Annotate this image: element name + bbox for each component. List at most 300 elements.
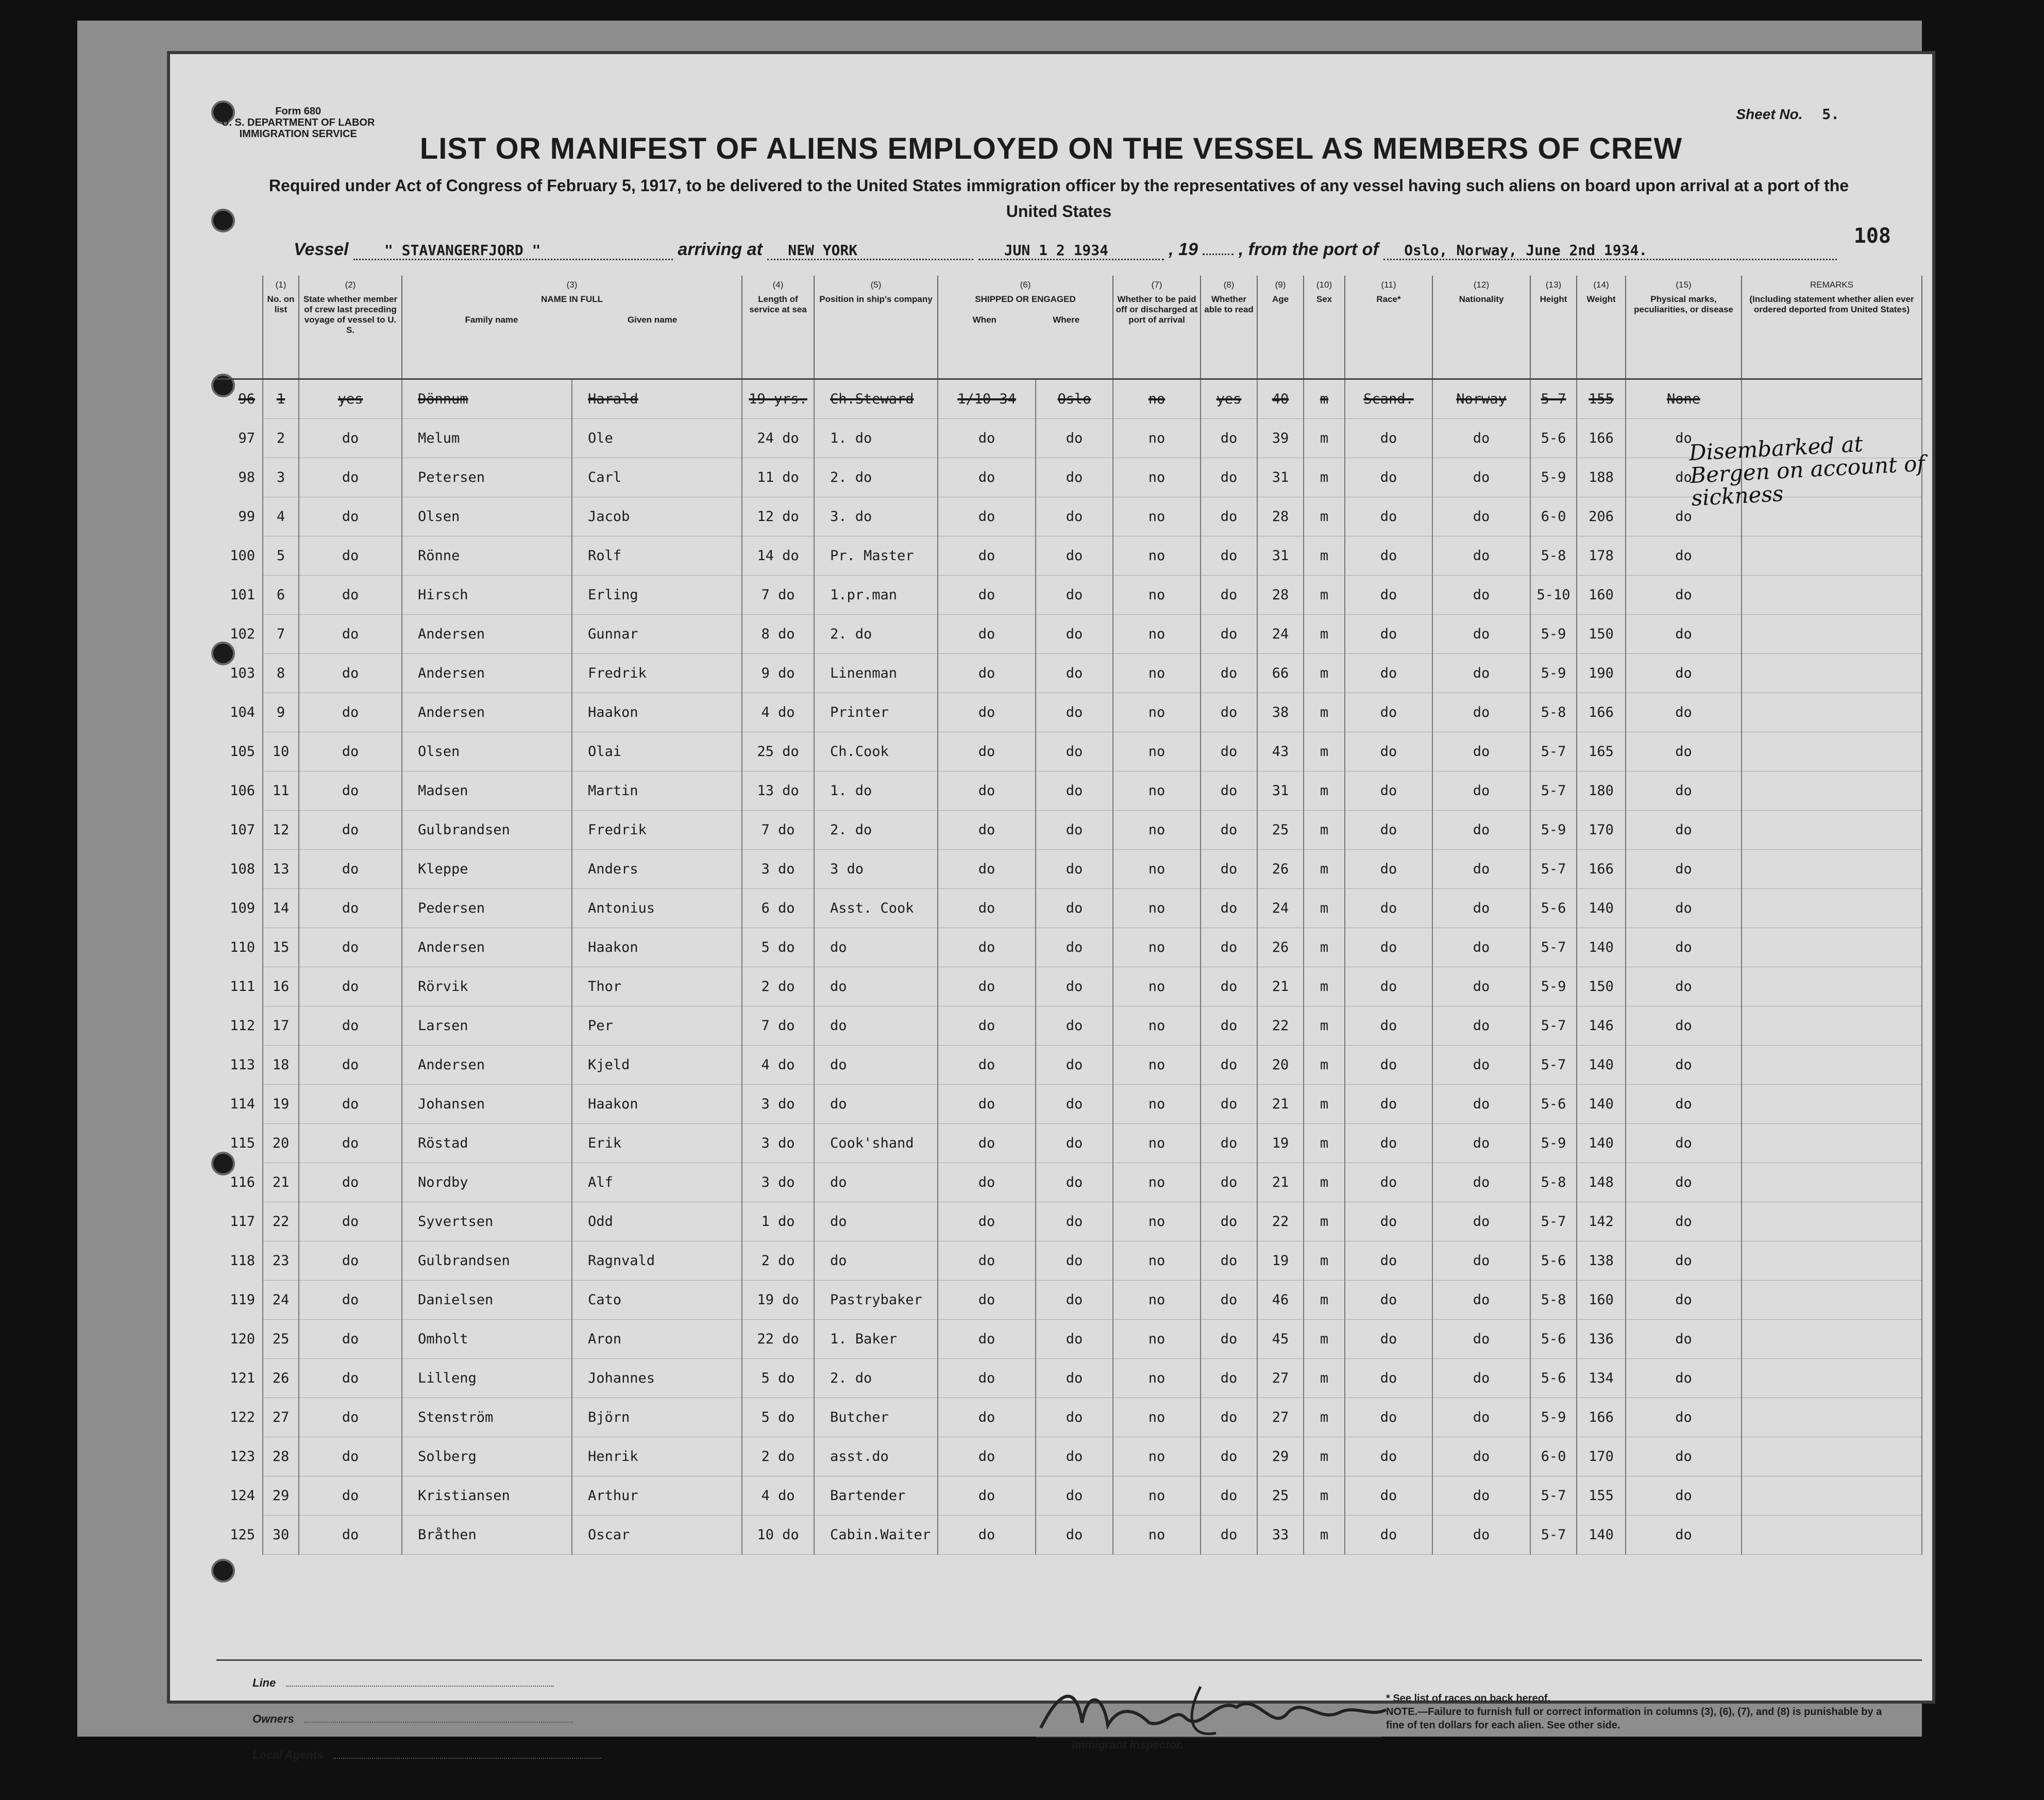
row-number-cell: 28: [263, 1437, 299, 1476]
physical-marks-cell: do: [1626, 732, 1742, 771]
weight-cell: 166: [1577, 849, 1626, 888]
agents-field: Local Agents: [252, 1748, 601, 1762]
previous-voyage-cell: do: [299, 536, 402, 575]
previous-voyage-cell: do: [299, 732, 402, 771]
position-cell: do: [814, 1045, 938, 1084]
shipped-when-cell: do: [938, 1084, 1036, 1123]
position-cell: do: [814, 1163, 938, 1202]
given-name-cell: Haakon: [572, 928, 742, 967]
weight-cell: 160: [1577, 1280, 1626, 1319]
family-name-cell: Rörvik: [402, 967, 572, 1006]
sex-cell: m: [1304, 1476, 1345, 1515]
age-cell: 28: [1257, 575, 1304, 614]
able-to-read-cell: do: [1201, 810, 1257, 849]
table-row: [216, 614, 1922, 653]
shipped-when-cell: do: [938, 614, 1036, 653]
margin-number-cell: 113: [230, 1056, 255, 1073]
remarks-cell: [1742, 1319, 1922, 1358]
col-header-paid-off: (7) Whether to be paid off or discharged at port of arrival: [1113, 276, 1201, 379]
race-cell: do: [1345, 810, 1432, 849]
margin-number-cell: 110: [230, 939, 255, 955]
remarks-cell: [1742, 379, 1922, 418]
age-cell: 27: [1257, 1358, 1304, 1398]
row-number-cell: 18: [263, 1045, 299, 1084]
col-header-height: (13) Height: [1530, 276, 1577, 379]
shipped-where-cell: do: [1036, 1476, 1113, 1515]
age-cell: 26: [1257, 849, 1304, 888]
given-name-cell: Odd: [572, 1202, 742, 1241]
nationality-cell: do: [1432, 1437, 1530, 1476]
family-name-cell: Nordby: [402, 1163, 572, 1202]
margin-number-cell: 109: [230, 900, 255, 916]
table-row: [216, 1084, 1922, 1123]
remarks-cell: [1742, 849, 1922, 888]
sex-cell: m: [1304, 1319, 1345, 1358]
physical-marks-cell: do: [1626, 1319, 1742, 1358]
service-length-cell: 4 do: [742, 693, 814, 732]
shipped-where-cell: do: [1036, 1515, 1113, 1554]
table-row: [216, 1006, 1922, 1045]
nationality-cell: do: [1432, 653, 1530, 693]
height-cell: 5-7: [1530, 1006, 1577, 1045]
shipped-where-cell: Oslo: [1036, 379, 1113, 418]
previous-voyage-cell: do: [299, 418, 402, 458]
given-name-cell: Fredrik: [572, 810, 742, 849]
height-cell: 5-6: [1530, 1358, 1577, 1398]
shipped-where-cell: do: [1036, 1123, 1113, 1163]
able-to-read-cell: do: [1201, 1084, 1257, 1123]
weight-cell: 190: [1577, 653, 1626, 693]
service-length-cell: 1 do: [742, 1202, 814, 1241]
crew-table: [216, 276, 1922, 1555]
nationality-cell: do: [1432, 928, 1530, 967]
service-length-cell: 13 do: [742, 771, 814, 810]
given-name-cell: Rolf: [572, 536, 742, 575]
position-cell: Pr. Master: [814, 536, 938, 575]
table-row: [216, 1437, 1922, 1476]
previous-voyage-cell: do: [299, 1163, 402, 1202]
height-cell: 5-6: [1530, 1241, 1577, 1280]
arriving-label: arriving at: [678, 240, 763, 259]
sex-cell: m: [1304, 418, 1345, 458]
margin-number-cell: 101: [230, 586, 255, 603]
nationality-cell: do: [1432, 614, 1530, 653]
col-header-read: (8) Whether able to read: [1201, 276, 1257, 379]
given-name-cell: Gunnar: [572, 614, 742, 653]
sex-cell: m: [1304, 1045, 1345, 1084]
age-cell: 31: [1257, 458, 1304, 497]
race-cell: do: [1345, 653, 1432, 693]
family-name-cell: Omholt: [402, 1319, 572, 1358]
paid-off-cell: no: [1113, 810, 1201, 849]
shipped-where-cell: do: [1036, 1163, 1113, 1202]
weight-cell: 166: [1577, 1398, 1626, 1437]
inspector-label: Immigrant Inspector.: [1072, 1738, 1184, 1751]
row-number-cell: 1: [263, 379, 299, 418]
service-length-cell: 7 do: [742, 1006, 814, 1045]
position-cell: 2. do: [814, 458, 938, 497]
paid-off-cell: no: [1113, 1437, 1201, 1476]
remarks-cell: [1742, 614, 1922, 653]
service-length-cell: 3 do: [742, 1123, 814, 1163]
shipped-where-cell: do: [1036, 1358, 1113, 1398]
table-row: [216, 888, 1922, 928]
shipped-when-cell: do: [938, 458, 1036, 497]
remarks-cell: [1742, 536, 1922, 575]
remarks-cell: [1742, 1476, 1922, 1515]
family-name-cell: Andersen: [402, 614, 572, 653]
given-name-cell: Björn: [572, 1398, 742, 1437]
shipped-where-cell: do: [1036, 614, 1113, 653]
weight-cell: 150: [1577, 614, 1626, 653]
sex-cell: m: [1304, 653, 1345, 693]
remarks-cell: [1742, 1515, 1922, 1554]
able-to-read-cell: do: [1201, 849, 1257, 888]
weight-cell: 206: [1577, 497, 1626, 536]
nationality-cell: do: [1432, 1084, 1530, 1123]
shipped-when-cell: do: [938, 1476, 1036, 1515]
given-name-cell: Per: [572, 1006, 742, 1045]
sex-cell: m: [1304, 967, 1345, 1006]
remarks-cell: [1742, 1202, 1922, 1241]
col-header-age: (9) Age: [1257, 276, 1304, 379]
physical-marks-cell: do: [1626, 1006, 1742, 1045]
race-cell: Scand.: [1345, 379, 1432, 418]
previous-voyage-cell: do: [299, 1241, 402, 1280]
able-to-read-cell: do: [1201, 1515, 1257, 1554]
previous-voyage-cell: do: [299, 1358, 402, 1398]
position-cell: 1. Baker: [814, 1319, 938, 1358]
family-name-cell: Andersen: [402, 1045, 572, 1084]
physical-marks-cell: do: [1626, 1241, 1742, 1280]
race-cell: do: [1345, 1163, 1432, 1202]
nationality-cell: do: [1432, 732, 1530, 771]
service-length-cell: 7 do: [742, 810, 814, 849]
height-cell: 5-8: [1530, 1280, 1577, 1319]
able-to-read-cell: do: [1201, 575, 1257, 614]
height-cell: 5-7: [1530, 1045, 1577, 1084]
paid-off-cell: no: [1113, 497, 1201, 536]
race-cell: do: [1345, 614, 1432, 653]
race-cell: do: [1345, 536, 1432, 575]
row-number-cell: 9: [263, 693, 299, 732]
sex-cell: m: [1304, 732, 1345, 771]
table-row: [216, 575, 1922, 614]
previous-voyage-cell: do: [299, 575, 402, 614]
shipped-where-cell: do: [1036, 497, 1113, 536]
race-cell: do: [1345, 1123, 1432, 1163]
service-length-cell: 3 do: [742, 1084, 814, 1123]
row-number-cell: 22: [263, 1202, 299, 1241]
col-header-marks: (15) Physical marks, peculiarities, or disease: [1626, 276, 1742, 379]
table-row: [216, 732, 1922, 771]
shipped-where-cell: do: [1036, 418, 1113, 458]
race-cell: do: [1345, 1202, 1432, 1241]
table-row: [216, 379, 1922, 418]
able-to-read-cell: do: [1201, 1319, 1257, 1358]
shipped-when-cell: do: [938, 1202, 1036, 1241]
margin-number-cell: 118: [230, 1252, 255, 1269]
remarks-cell: [1742, 1241, 1922, 1280]
age-cell: 66: [1257, 653, 1304, 693]
previous-voyage-cell: do: [299, 653, 402, 693]
shipped-where-cell: do: [1036, 771, 1113, 810]
service-length-cell: 24 do: [742, 418, 814, 458]
able-to-read-cell: do: [1201, 1045, 1257, 1084]
nationality-cell: do: [1432, 1398, 1530, 1437]
previous-voyage-cell: do: [299, 1319, 402, 1358]
shipped-where-cell: do: [1036, 536, 1113, 575]
position-cell: 2. do: [814, 614, 938, 653]
age-cell: 25: [1257, 810, 1304, 849]
physical-marks-cell: do: [1626, 1515, 1742, 1554]
service-length-cell: 11 do: [742, 458, 814, 497]
arrival-port: NEW YORK: [767, 242, 973, 260]
weight-cell: 166: [1577, 693, 1626, 732]
margin-number-cell: 102: [230, 626, 255, 642]
paid-off-cell: no: [1113, 1476, 1201, 1515]
given-name-cell: Antonius: [572, 888, 742, 928]
physical-marks-cell: do: [1626, 1045, 1742, 1084]
paid-off-cell: no: [1113, 536, 1201, 575]
shipped-where-cell: do: [1036, 1202, 1113, 1241]
service-length-cell: 9 do: [742, 653, 814, 693]
row-number-cell: 13: [263, 849, 299, 888]
nationality-cell: do: [1432, 1358, 1530, 1398]
height-cell: 5-7: [1530, 1515, 1577, 1554]
age-cell: 26: [1257, 928, 1304, 967]
nationality-cell: do: [1432, 1476, 1530, 1515]
sex-cell: m: [1304, 1241, 1345, 1280]
family-name-cell: Olsen: [402, 732, 572, 771]
position-cell: 1. do: [814, 771, 938, 810]
service-length-cell: 14 do: [742, 536, 814, 575]
service-length-cell: 5 do: [742, 1398, 814, 1437]
sex-cell: m: [1304, 849, 1345, 888]
height-cell: 5-7: [1530, 849, 1577, 888]
sex-cell: m: [1304, 1398, 1345, 1437]
penalty-note: NOTE.—Failure to furnish full or correct information in columns (3), (6), (7), and (8) is punishable by a fine of ten dollars for each alien. See other side.: [1386, 1706, 1882, 1731]
paid-off-cell: no: [1113, 1398, 1201, 1437]
shipped-when-cell: 1/10-34: [938, 379, 1036, 418]
given-name-cell: Jacob: [572, 497, 742, 536]
paid-off-cell: no: [1113, 1280, 1201, 1319]
remarks-cell: [1742, 1358, 1922, 1398]
weight-cell: 138: [1577, 1241, 1626, 1280]
shipped-where-cell: do: [1036, 653, 1113, 693]
previous-voyage-cell: do: [299, 1045, 402, 1084]
given-name-cell: Erling: [572, 575, 742, 614]
physical-marks-cell: do: [1626, 614, 1742, 653]
nationality-cell: do: [1432, 1202, 1530, 1241]
paid-off-cell: no: [1113, 732, 1201, 771]
shipped-when-cell: do: [938, 1163, 1036, 1202]
age-cell: 22: [1257, 1202, 1304, 1241]
paid-off-cell: no: [1113, 1163, 1201, 1202]
shipped-when-cell: do: [938, 810, 1036, 849]
physical-marks-cell: do: [1626, 810, 1742, 849]
position-cell: Linenman: [814, 653, 938, 693]
height-cell: 5-7: [1530, 732, 1577, 771]
remarks-cell: [1742, 810, 1922, 849]
previous-voyage-cell: do: [299, 458, 402, 497]
nationality-cell: do: [1432, 967, 1530, 1006]
family-name-cell: Larsen: [402, 1006, 572, 1045]
age-cell: 24: [1257, 888, 1304, 928]
margin-number-cell: 123: [230, 1448, 255, 1465]
nationality-cell: Norway: [1432, 379, 1530, 418]
margin-number-cell: 97: [238, 430, 255, 446]
age-cell: 25: [1257, 1476, 1304, 1515]
margin-number-cell: 98: [238, 469, 255, 485]
previous-voyage-cell: do: [299, 1006, 402, 1045]
race-cell: do: [1345, 1006, 1432, 1045]
sex-cell: m: [1304, 1084, 1345, 1123]
service-length-cell: 19 do: [742, 1280, 814, 1319]
nationality-cell: do: [1432, 575, 1530, 614]
row-number-cell: 7: [263, 614, 299, 653]
nationality-cell: do: [1432, 1123, 1530, 1163]
table-row: [216, 1045, 1922, 1084]
margin-number-cell: 96: [238, 391, 255, 407]
weight-cell: 140: [1577, 1515, 1626, 1554]
table-row: [216, 693, 1922, 732]
service-length-cell: 6 do: [742, 888, 814, 928]
physical-marks-cell: do: [1626, 1202, 1742, 1241]
race-cell: do: [1345, 771, 1432, 810]
table-row: [216, 1515, 1922, 1554]
previous-voyage-cell: do: [299, 497, 402, 536]
sex-cell: m: [1304, 810, 1345, 849]
previous-voyage-cell: do: [299, 614, 402, 653]
row-number-cell: 26: [263, 1358, 299, 1398]
row-number-cell: 10: [263, 732, 299, 771]
line-field: Line: [252, 1676, 554, 1690]
age-cell: 31: [1257, 771, 1304, 810]
height-cell: 5-9: [1530, 1398, 1577, 1437]
weight-cell: 188: [1577, 458, 1626, 497]
able-to-read-cell: do: [1201, 888, 1257, 928]
shipped-when-cell: do: [938, 732, 1036, 771]
height-cell: 5-8: [1530, 693, 1577, 732]
service-length-cell: 10 do: [742, 1515, 814, 1554]
family-name-cell: Lilleng: [402, 1358, 572, 1398]
departure-port: Oslo, Norway, June 2nd 1934.: [1383, 242, 1837, 260]
previous-voyage-cell: do: [299, 1123, 402, 1163]
paid-off-cell: no: [1113, 418, 1201, 458]
sex-cell: m: [1304, 575, 1345, 614]
table-row: [216, 536, 1922, 575]
sex-cell: m: [1304, 693, 1345, 732]
given-name-cell: Fredrik: [572, 653, 742, 693]
row-number-cell: 12: [263, 810, 299, 849]
physical-marks-cell: do: [1626, 771, 1742, 810]
age-cell: 19: [1257, 1123, 1304, 1163]
height-cell: 5-9: [1530, 458, 1577, 497]
previous-voyage-cell: yes: [299, 379, 402, 418]
shipped-where-cell: do: [1036, 1045, 1113, 1084]
position-cell: do: [814, 1202, 938, 1241]
table-row: [216, 458, 1922, 497]
paid-off-cell: no: [1113, 1358, 1201, 1398]
family-name-cell: Gulbrandsen: [402, 810, 572, 849]
family-name-cell: Syvertsen: [402, 1202, 572, 1241]
family-name-cell: Danielsen: [402, 1280, 572, 1319]
nationality-cell: do: [1432, 1280, 1530, 1319]
given-name-cell: Martin: [572, 771, 742, 810]
weight-cell: 178: [1577, 536, 1626, 575]
age-cell: 39: [1257, 418, 1304, 458]
margin-number-cell: 119: [230, 1291, 255, 1308]
weight-cell: 150: [1577, 967, 1626, 1006]
service-length-cell: 3 do: [742, 849, 814, 888]
weight-cell: 155: [1577, 379, 1626, 418]
shipped-when-cell: do: [938, 1398, 1036, 1437]
position-cell: Printer: [814, 693, 938, 732]
shipped-when-cell: do: [938, 653, 1036, 693]
race-cell: do: [1345, 458, 1432, 497]
shipped-when-cell: do: [938, 771, 1036, 810]
able-to-read-cell: do: [1201, 614, 1257, 653]
family-name-cell: Gulbrandsen: [402, 1241, 572, 1280]
previous-voyage-cell: do: [299, 849, 402, 888]
physical-marks-cell: do: [1626, 575, 1742, 614]
weight-cell: 140: [1577, 928, 1626, 967]
position-cell: do: [814, 1084, 938, 1123]
family-name-cell: Bråthen: [402, 1515, 572, 1554]
race-cell: do: [1345, 1319, 1432, 1358]
paid-off-cell: no: [1113, 888, 1201, 928]
sex-cell: m: [1304, 1280, 1345, 1319]
family-name-cell: Johansen: [402, 1084, 572, 1123]
weight-cell: 140: [1577, 888, 1626, 928]
physical-marks-cell: do: [1626, 1084, 1742, 1123]
position-cell: Butcher: [814, 1398, 938, 1437]
race-cell: do: [1345, 1398, 1432, 1437]
age-cell: 29: [1257, 1437, 1304, 1476]
table-row: [216, 1241, 1922, 1280]
remarks-cell: [1742, 928, 1922, 967]
row-number-cell: 5: [263, 536, 299, 575]
family-name-cell: Andersen: [402, 653, 572, 693]
paid-off-cell: no: [1113, 1123, 1201, 1163]
paid-off-cell: no: [1113, 379, 1201, 418]
height-cell: 6-0: [1530, 497, 1577, 536]
nationality-cell: do: [1432, 1319, 1530, 1358]
sex-cell: m: [1304, 1006, 1345, 1045]
row-number-cell: 3: [263, 458, 299, 497]
margin-number-cell: 105: [230, 743, 255, 760]
nationality-cell: do: [1432, 810, 1530, 849]
service-length-cell: 8 do: [742, 614, 814, 653]
col-header-race: (11) Race*: [1345, 276, 1432, 379]
service-length-cell: 5 do: [742, 928, 814, 967]
sex-cell: m: [1304, 1202, 1345, 1241]
position-cell: do: [814, 967, 938, 1006]
previous-voyage-cell: do: [299, 1515, 402, 1554]
nationality-cell: do: [1432, 458, 1530, 497]
shipped-when-cell: do: [938, 1045, 1036, 1084]
shipped-when-cell: do: [938, 888, 1036, 928]
page-number: 108: [1853, 224, 1891, 248]
sex-cell: m: [1304, 1358, 1345, 1398]
table-row: [216, 1202, 1922, 1241]
table-row: [216, 771, 1922, 810]
shipped-when-cell: do: [938, 1241, 1036, 1280]
vessel-name: " STAVANGERFJORD ": [353, 242, 673, 260]
weight-cell: 170: [1577, 1437, 1626, 1476]
nationality-cell: do: [1432, 1045, 1530, 1084]
